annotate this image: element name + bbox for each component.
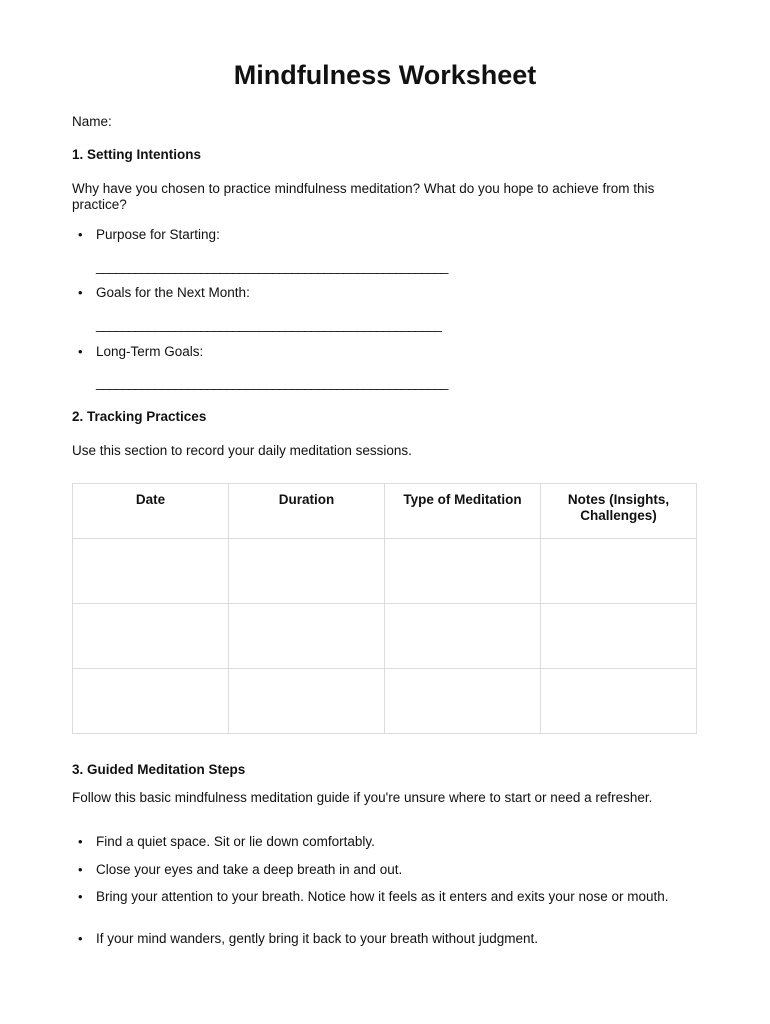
duration-cell[interactable] xyxy=(229,539,385,604)
notes-cell[interactable] xyxy=(541,539,697,604)
column-header-duration: Duration xyxy=(229,484,385,539)
column-header-notes: Notes (Insights, Challenges) xyxy=(541,484,697,539)
date-cell[interactable] xyxy=(73,669,229,734)
table-row xyxy=(73,539,697,604)
name-label: Name: xyxy=(72,114,112,129)
table-row xyxy=(73,669,697,734)
column-header-date: Date xyxy=(73,484,229,539)
goals-month-blank-line[interactable]: _____________________________________________________ xyxy=(96,317,441,332)
bullet-icon: • xyxy=(78,931,83,946)
column-header-type: Type of Meditation xyxy=(385,484,541,539)
step-item xyxy=(78,931,678,947)
section-2-intro: Use this section to record your daily meditation sessions. xyxy=(72,443,412,458)
bullet-icon: • xyxy=(78,834,83,849)
type-cell[interactable] xyxy=(385,604,541,669)
bullet-icon: • xyxy=(78,227,83,242)
page-title: Mindfulness Worksheet xyxy=(233,60,537,90)
type-cell[interactable] xyxy=(385,539,541,604)
notes-cell[interactable] xyxy=(541,669,697,734)
table-row xyxy=(73,604,697,669)
bullet-icon: • xyxy=(78,285,83,300)
long-term-item xyxy=(78,344,678,360)
purpose-label: Purpose for Starting: xyxy=(96,227,220,242)
section-1-heading: 1. Setting Intentions xyxy=(72,147,202,162)
section-3-heading: 3. Guided Meditation Steps xyxy=(72,762,246,777)
bullet-icon: • xyxy=(78,862,83,877)
purpose-blank-line[interactable]: ______________________________________________________ xyxy=(96,259,448,274)
table-header-row xyxy=(73,484,697,539)
step-item xyxy=(78,862,678,878)
bullet-icon: • xyxy=(78,344,83,359)
purpose-item xyxy=(78,227,678,243)
section-1-prompt: Why have you chosen to practice mindfulness meditation? What do you hope to achieve from this practice? xyxy=(72,181,655,212)
step-item xyxy=(78,834,678,850)
long-term-blank-line[interactable]: ______________________________________________________ xyxy=(96,375,448,390)
step-text: Bring your attention to your breath. Notice how it feels as it enters and exits your nose or mouth. xyxy=(96,889,669,904)
section-3-intro: Follow this basic mindfulness meditation guide if you're unsure where to start or need a refresher. xyxy=(72,790,653,805)
section-2-heading: 2. Tracking Practices xyxy=(72,409,207,424)
date-cell[interactable] xyxy=(73,539,229,604)
step-item xyxy=(78,889,678,905)
date-cell[interactable] xyxy=(73,604,229,669)
step-text: Find a quiet space. Sit or lie down comfortably. xyxy=(96,834,375,849)
duration-cell[interactable] xyxy=(229,669,385,734)
step-text: If your mind wanders, gently bring it back to your breath without judgment. xyxy=(96,931,538,946)
goals-month-item xyxy=(78,285,678,301)
long-term-label: Long-Term Goals: xyxy=(96,344,204,359)
duration-cell[interactable] xyxy=(229,604,385,669)
practice-log-table xyxy=(72,483,697,734)
bullet-icon: • xyxy=(78,889,83,904)
notes-cell[interactable] xyxy=(541,604,697,669)
step-text: Close your eyes and take a deep breath in and out. xyxy=(96,862,403,877)
type-cell[interactable] xyxy=(385,669,541,734)
goals-month-label: Goals for the Next Month: xyxy=(96,285,250,300)
